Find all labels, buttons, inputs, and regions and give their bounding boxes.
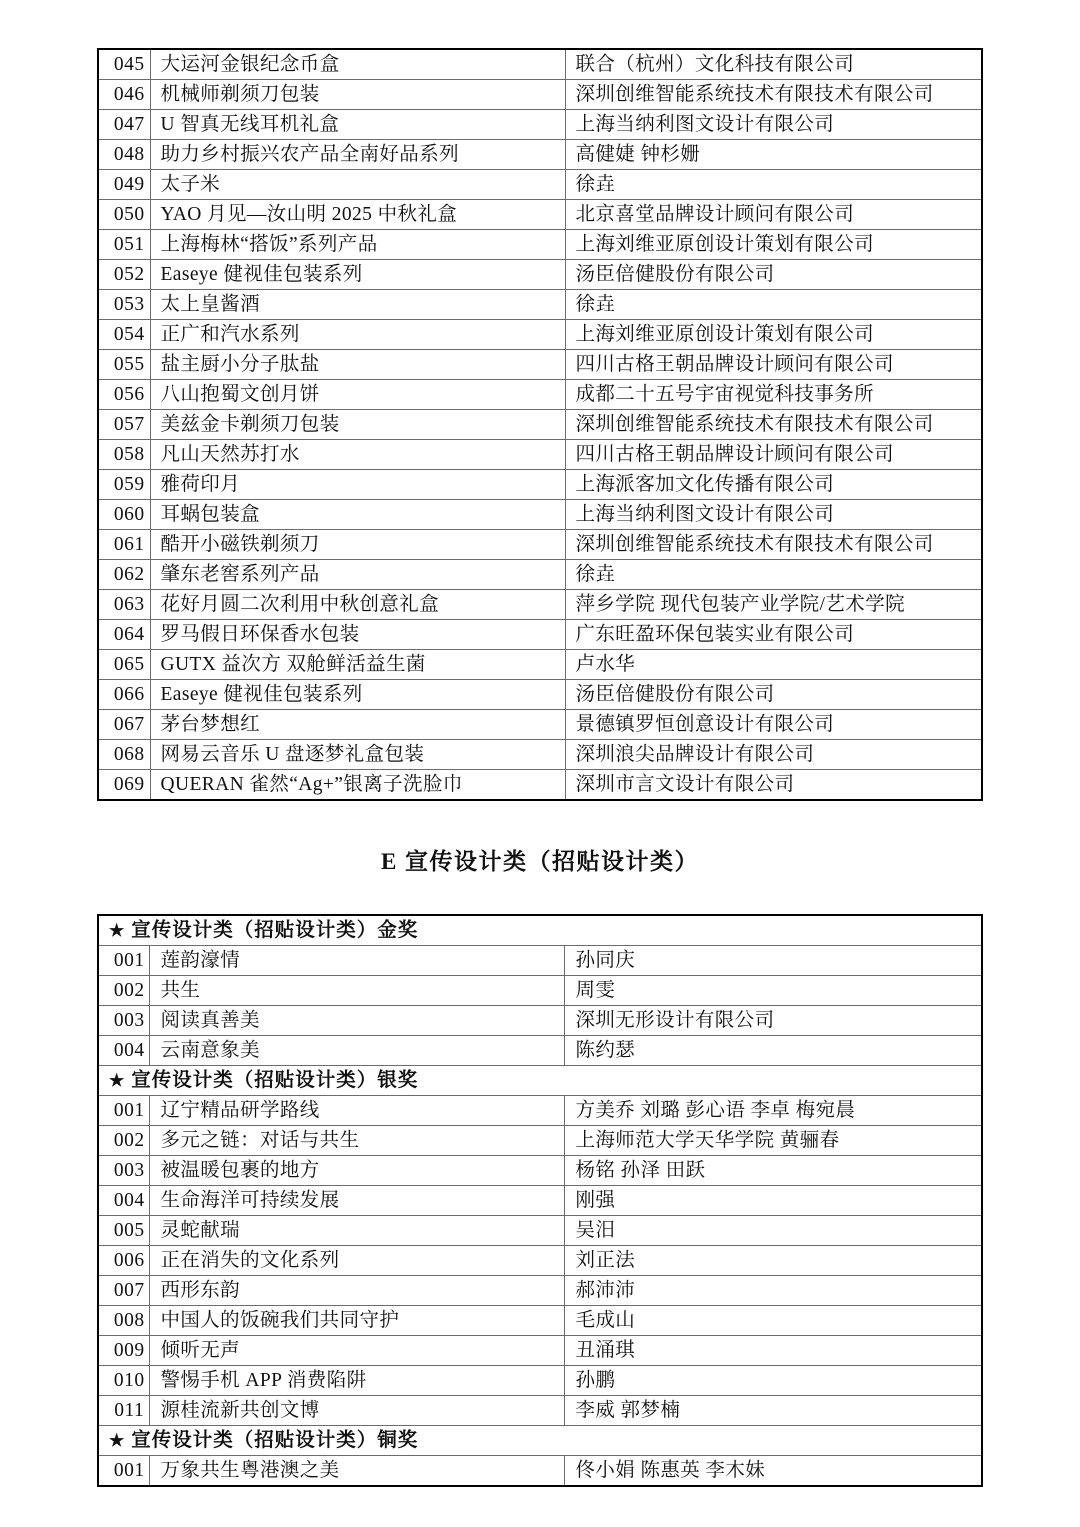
table-row: [98, 1306, 982, 1336]
table-row: [98, 1186, 982, 1216]
row-organization: 郝沛沛: [565, 1276, 982, 1306]
row-work-title: 辽宁精品研学路线: [150, 1096, 565, 1126]
row-id: 046: [98, 80, 150, 110]
row-organization: 萍乡学院 现代包装产业学院/艺术学院: [565, 590, 982, 620]
row-organization: 深圳市言文设计有限公司: [565, 770, 982, 801]
row-id: 010: [98, 1366, 150, 1396]
row-work-title: 花好月圆二次利用中秋创意礼盒: [150, 590, 565, 620]
row-work-title: 助力乡村振兴农产品全南好品系列: [150, 140, 565, 170]
row-id: 053: [98, 290, 150, 320]
table-row: [98, 140, 982, 170]
row-organization: 景德镇罗恒创意设计有限公司: [565, 710, 982, 740]
table-row: [98, 650, 982, 680]
row-organization: 陈约瑟: [565, 1036, 982, 1066]
table-row: [98, 230, 982, 260]
row-organization: 深圳创维智能系统技术有限技术有限公司: [565, 530, 982, 560]
row-organization: 毛成山: [565, 1306, 982, 1336]
row-id: 003: [98, 1156, 150, 1186]
row-id: 047: [98, 110, 150, 140]
table-row: [98, 110, 982, 140]
row-work-title: 云南意象美: [150, 1036, 565, 1066]
star-icon: ★: [108, 1071, 126, 1090]
table-row: [98, 380, 982, 410]
row-work-title: 网易云音乐 U 盘逐梦礼盒包装: [150, 740, 565, 770]
award-section-label: 宣传设计类（招贴设计类）铜奖: [131, 1430, 419, 1451]
row-work-title: 凡山天然苏打水: [150, 440, 565, 470]
row-work-title: 雅荷印月: [150, 470, 565, 500]
table-row: [98, 590, 982, 620]
row-organization: 上海师范大学天华学院 黄骊春: [565, 1126, 982, 1156]
row-organization: 联合（杭州）文化科技有限公司: [565, 49, 982, 80]
row-work-title: 中国人的饭碗我们共同守护: [150, 1306, 565, 1336]
row-organization: 汤臣倍健股份有限公司: [565, 260, 982, 290]
row-id: 003: [98, 1006, 150, 1036]
row-organization: 成都二十五号宇宙视觉科技事务所: [565, 380, 982, 410]
section-spacer-bottom: [0, 876, 1080, 914]
row-work-title: 被温暖包裹的地方: [150, 1156, 565, 1186]
row-work-title: Easeye 健视佳包装系列: [150, 680, 565, 710]
row-organization: 上海刘维亚原创设计策划有限公司: [565, 230, 982, 260]
row-organization: 李威 郭梦楠: [565, 1396, 982, 1426]
row-organization: 佟小娟 陈惠英 李木妹: [565, 1456, 982, 1487]
table-row: [98, 1036, 982, 1066]
row-id: 067: [98, 710, 150, 740]
table-row: [98, 1216, 982, 1246]
row-id: 052: [98, 260, 150, 290]
row-id: 011: [98, 1396, 150, 1426]
row-work-title: 源桂流新共创文博: [150, 1396, 565, 1426]
row-id: 065: [98, 650, 150, 680]
packaging-design-table: [97, 48, 983, 801]
table-row: [98, 290, 982, 320]
row-id: 002: [98, 976, 150, 1006]
row-organization: 徐垚: [565, 560, 982, 590]
row-organization: 方美乔 刘璐 彭心语 李卓 梅宛晨: [565, 1096, 982, 1126]
row-work-title: 大运河金银纪念币盒: [150, 49, 565, 80]
row-id: 005: [98, 1216, 150, 1246]
table-row: [98, 680, 982, 710]
table-row: [98, 1366, 982, 1396]
table-row: [98, 1126, 982, 1156]
row-id: 064: [98, 620, 150, 650]
award-section-label: 宣传设计类（招贴设计类）金奖: [131, 920, 419, 941]
row-organization: 北京喜堂品牌设计顾问有限公司: [565, 200, 982, 230]
row-id: 056: [98, 380, 150, 410]
table-row: [98, 410, 982, 440]
row-id: 045: [98, 49, 150, 80]
row-work-title: 茅台梦想红: [150, 710, 565, 740]
row-id: 049: [98, 170, 150, 200]
row-organization: 四川古格王朝品牌设计顾问有限公司: [565, 440, 982, 470]
row-id: 050: [98, 200, 150, 230]
row-id: 001: [98, 1456, 150, 1487]
row-id: 054: [98, 320, 150, 350]
table-row: [98, 560, 982, 590]
table-row: [98, 710, 982, 740]
row-organization: 深圳浪尖品牌设计有限公司: [565, 740, 982, 770]
top-spacer: [0, 0, 1080, 48]
row-organization: 吴汨: [565, 1216, 982, 1246]
row-work-title: 上海梅林“搭饭”系列产品: [150, 230, 565, 260]
star-icon: ★: [108, 921, 126, 940]
row-work-title: GUTX 益次方 双舱鲜活益生菌: [150, 650, 565, 680]
table-row: [98, 260, 982, 290]
row-id: 051: [98, 230, 150, 260]
row-id: 069: [98, 770, 150, 801]
row-id: 061: [98, 530, 150, 560]
row-organization: 周雯: [565, 976, 982, 1006]
award-section-header: [98, 915, 982, 946]
row-organization: 广东旺盈环保包装实业有限公司: [565, 620, 982, 650]
row-organization: 深圳创维智能系统技术有限技术有限公司: [565, 80, 982, 110]
row-id: 004: [98, 1186, 150, 1216]
row-work-title: 多元之链：对话与共生: [150, 1126, 565, 1156]
table-row: [98, 49, 982, 80]
table-row: [98, 1246, 982, 1276]
table-row: [98, 946, 982, 976]
table-row: [98, 1336, 982, 1366]
row-organization: 刘正法: [565, 1246, 982, 1276]
row-work-title: QUERAN 雀然“Ag+”银离子洗脸巾: [150, 770, 565, 801]
row-id: 004: [98, 1036, 150, 1066]
table-row: [98, 1396, 982, 1426]
row-work-title: U 智真无线耳机礼盒: [150, 110, 565, 140]
category-heading: E 宣传设计类（招贴设计类）: [380, 849, 700, 874]
row-id: 058: [98, 440, 150, 470]
row-organization: 徐垚: [565, 290, 982, 320]
award-section-header-row: [98, 1066, 982, 1096]
row-work-title: 耳蜗包装盒: [150, 500, 565, 530]
row-id: 009: [98, 1336, 150, 1366]
row-id: 059: [98, 470, 150, 500]
row-organization: 深圳无形设计有限公司: [565, 1006, 982, 1036]
table-row: [98, 1456, 982, 1487]
award-section-label: 宣传设计类（招贴设计类）银奖: [131, 1070, 419, 1091]
table-row: [98, 1006, 982, 1036]
row-work-title: 西形东韵: [150, 1276, 565, 1306]
row-id: 006: [98, 1246, 150, 1276]
row-organization: 高健婕 钟杉姗: [565, 140, 982, 170]
table-row: [98, 320, 982, 350]
row-work-title: 八山抱蜀文创月饼: [150, 380, 565, 410]
table-row: [98, 1276, 982, 1306]
row-organization: 上海当纳利图文设计有限公司: [565, 110, 982, 140]
row-id: 062: [98, 560, 150, 590]
row-organization: 深圳创维智能系统技术有限技术有限公司: [565, 410, 982, 440]
row-work-title: Easeye 健视佳包装系列: [150, 260, 565, 290]
row-work-title: 共生: [150, 976, 565, 1006]
row-work-title: 机械师剃须刀包装: [150, 80, 565, 110]
table-row: [98, 740, 982, 770]
row-organization: 上海当纳利图文设计有限公司: [565, 500, 982, 530]
row-work-title: 太上皇酱酒: [150, 290, 565, 320]
row-work-title: 罗马假日环保香水包装: [150, 620, 565, 650]
row-id: 063: [98, 590, 150, 620]
row-id: 001: [98, 1096, 150, 1126]
table-row: [98, 770, 982, 801]
row-work-title: 正在消失的文化系列: [150, 1246, 565, 1276]
table-row: [98, 530, 982, 560]
row-id: 008: [98, 1306, 150, 1336]
row-work-title: YAO 月见—汝山明 2025 中秋礼盒: [150, 200, 565, 230]
table-row: [98, 620, 982, 650]
row-organization: 孙鹏: [565, 1366, 982, 1396]
row-work-title: 肇东老窖系列产品: [150, 560, 565, 590]
row-id: 068: [98, 740, 150, 770]
row-id: 048: [98, 140, 150, 170]
row-organization: 上海刘维亚原创设计策划有限公司: [565, 320, 982, 350]
row-work-title: 莲韵濠情: [150, 946, 565, 976]
row-organization: 杨铭 孙泽 田跃: [565, 1156, 982, 1186]
row-id: 055: [98, 350, 150, 380]
row-id: 002: [98, 1126, 150, 1156]
row-work-title: 盐主厨小分子肽盐: [150, 350, 565, 380]
row-id: 007: [98, 1276, 150, 1306]
row-organization: 汤臣倍健股份有限公司: [565, 680, 982, 710]
table-row: [98, 350, 982, 380]
row-work-title: 正广和汽水系列: [150, 320, 565, 350]
table-row: [98, 470, 982, 500]
row-work-title: 美兹金卡剃须刀包装: [150, 410, 565, 440]
star-icon: ★: [108, 1431, 126, 1450]
row-work-title: 倾听无声: [150, 1336, 565, 1366]
poster-design-table: [97, 914, 983, 1487]
row-id: 066: [98, 680, 150, 710]
row-organization: 卢水华: [565, 650, 982, 680]
row-work-title: 灵蛇献瑞: [150, 1216, 565, 1246]
row-organization: 四川古格王朝品牌设计顾问有限公司: [565, 350, 982, 380]
row-id: 060: [98, 500, 150, 530]
award-section-header-row: [98, 915, 982, 946]
row-id: 057: [98, 410, 150, 440]
row-organization: 丑涌琪: [565, 1336, 982, 1366]
row-id: 001: [98, 946, 150, 976]
table-row: [98, 170, 982, 200]
section-spacer-top: [0, 801, 1080, 843]
row-organization: 刚强: [565, 1186, 982, 1216]
table-row: [98, 80, 982, 110]
table-row: [98, 440, 982, 470]
row-work-title: 酷开小磁铁剃须刀: [150, 530, 565, 560]
award-section-header-row: [98, 1426, 982, 1456]
table-row: [98, 1156, 982, 1186]
award-section-header: [98, 1066, 982, 1096]
table-row: [98, 500, 982, 530]
table-row: [98, 1096, 982, 1126]
row-organization: 徐垚: [565, 170, 982, 200]
table-row: [98, 200, 982, 230]
row-work-title: 生命海洋可持续发展: [150, 1186, 565, 1216]
row-work-title: 警惕手机 APP 消费陷阱: [150, 1366, 565, 1396]
row-work-title: 万象共生粤港澳之美: [150, 1456, 565, 1487]
row-work-title: 阅读真善美: [150, 1006, 565, 1036]
row-work-title: 太子米: [150, 170, 565, 200]
row-organization: 孙同庆: [565, 946, 982, 976]
table-row: [98, 976, 982, 1006]
award-section-header: [98, 1426, 982, 1456]
row-organization: 上海派客加文化传播有限公司: [565, 470, 982, 500]
